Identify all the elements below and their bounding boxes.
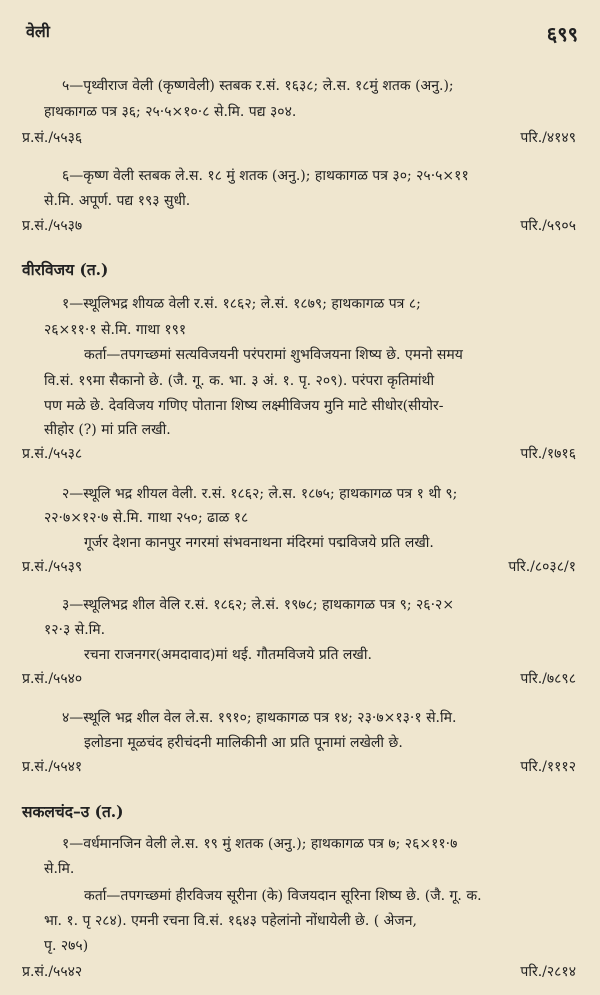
entry-line: १—स्थूलिभद्र शीयळ वेली र.सं. १८६२; ले.सं. १८७९; हाथकागळ पत्र ८; <box>62 296 421 312</box>
entry-line: हाथकागळ पत्र ३६; २५·५×१०·८ से.मि. पद्य ३०४. <box>44 104 297 120</box>
ref-left: प्र.सं./५५३९ <box>22 559 83 575</box>
entry-line: ४—स्थूलि भद्र शील वेल ले.स. १९१०; हाथकागळ पत्र १४; २३·७×१३·१ से.मि. <box>62 710 457 726</box>
page-number: ६९९ <box>546 22 578 46</box>
entry-line: २—स्थूलि भद्र शीयल वेली. र.सं. १८६२; ले.स. १८७५; हाथकागळ पत्र १ थी ९; <box>62 486 458 502</box>
ref-right: परि./१११२ <box>520 759 576 775</box>
ref-left: प्र.सं./५५३७ <box>22 218 83 234</box>
ref-right: परि./८०३८/१ <box>508 559 576 575</box>
entry-line: २६×११·१ से.मि. गाथा १९१ <box>44 322 187 338</box>
ref-right: परि./४१४९ <box>520 130 576 146</box>
entry-line: सीहोर (?) मां प्रति लखी. <box>44 422 171 438</box>
ref-right: परि./५९०५ <box>520 218 576 234</box>
entry-line: ३—स्थूलिभद्र शील वेलि र.सं. १८६२; ले.सं. १९७८; हाथकागळ पत्र ९; २६·२× <box>62 597 455 613</box>
entry-line: २२·७×१२·७ से.मि. गाथा २५०; ढाळ १८ <box>44 510 249 526</box>
entry-line: से.मि. अपूर्ण. पद्य १९३ सुधी. <box>44 193 191 209</box>
entry-line: ५—पृथ्वीराज वेली (कृष्णवेली) स्तबक र.सं. १६३८; ले.स. १८मुं शतक (अनु.); <box>62 78 454 94</box>
ref-left: प्र.सं./५५३८ <box>22 446 83 462</box>
ref-left: प्र.सं./५५३६ <box>22 130 83 146</box>
ref-right: परि./१७१६ <box>520 446 576 462</box>
entry-line: पण मळे छे. देवविजय गणिए पोताना शिष्य लक्ष्मीविजय मुनि माटे सीधोर(सीयोर- <box>44 398 444 414</box>
entry-line: वि.सं. १९मा सैकानो छे. (जै. गू. क. भा. ३ अं. १. पृ. २०९). परंपरा कृतिमांथी <box>44 373 435 389</box>
entry-line: से.मि. <box>44 861 75 877</box>
entry-line: १२·३ से.मि. <box>44 622 106 638</box>
entry-line: गूर्जर देशना कानपुर नगरमां संभवनाथना मंदिरमां पद्मविजये प्रति लखी. <box>84 535 434 551</box>
section-heading: सकलचंद–उ (त.) <box>22 802 124 821</box>
entry-line: इलोडना मूळचंद हरीचंदनी मालिकीनी आ प्रति पूनामां लखेली छे. <box>84 735 403 751</box>
ref-left: प्र.सं./५५४२ <box>22 964 83 980</box>
section-heading: वीरविजय (त.) <box>22 260 109 279</box>
entry-line: ६—कृष्ण वेली स्तबक ले.स. १८ मुं शतक (अनु.); हाथकागळ पत्र ३०; २५·५×११ <box>62 168 469 184</box>
ref-left: प्र.सं./५५४० <box>22 671 83 687</box>
entry-line: १—वर्धमानजिन वेली ले.स. १९ मुं शतक (अनु.); हाथकागळ पत्र ७; २६×११·७ <box>62 836 458 852</box>
ref-left: प्र.सं./५५४१ <box>22 759 83 775</box>
running-header: वेली <box>26 22 50 41</box>
entry-line: रचना राजनगर(अमदावाद)मां थई. गौतमविजये प्रति लखी. <box>84 647 372 663</box>
entry-line: भा. १. पृ २८४). एमनी रचना वि.सं. १६४३ पहेलांनो नोंधायेली छे. ( अेजन, <box>44 913 417 929</box>
ref-right: परि./२८१४ <box>520 964 576 980</box>
entry-line: कर्ता—तपगच्छमां सत्यविजयनी परंपरामां शुभविजयना शिष्य छे. एमनो समय <box>84 347 463 363</box>
entry-line: कर्ता—तपगच्छमां हीरविजय सूरीना (के) विजयदान सूरिना शिष्य छे. (जै. गू. क. <box>84 888 482 904</box>
entry-line: पृ. २७५) <box>44 938 89 954</box>
ref-right: परि./७८९८ <box>520 671 576 687</box>
